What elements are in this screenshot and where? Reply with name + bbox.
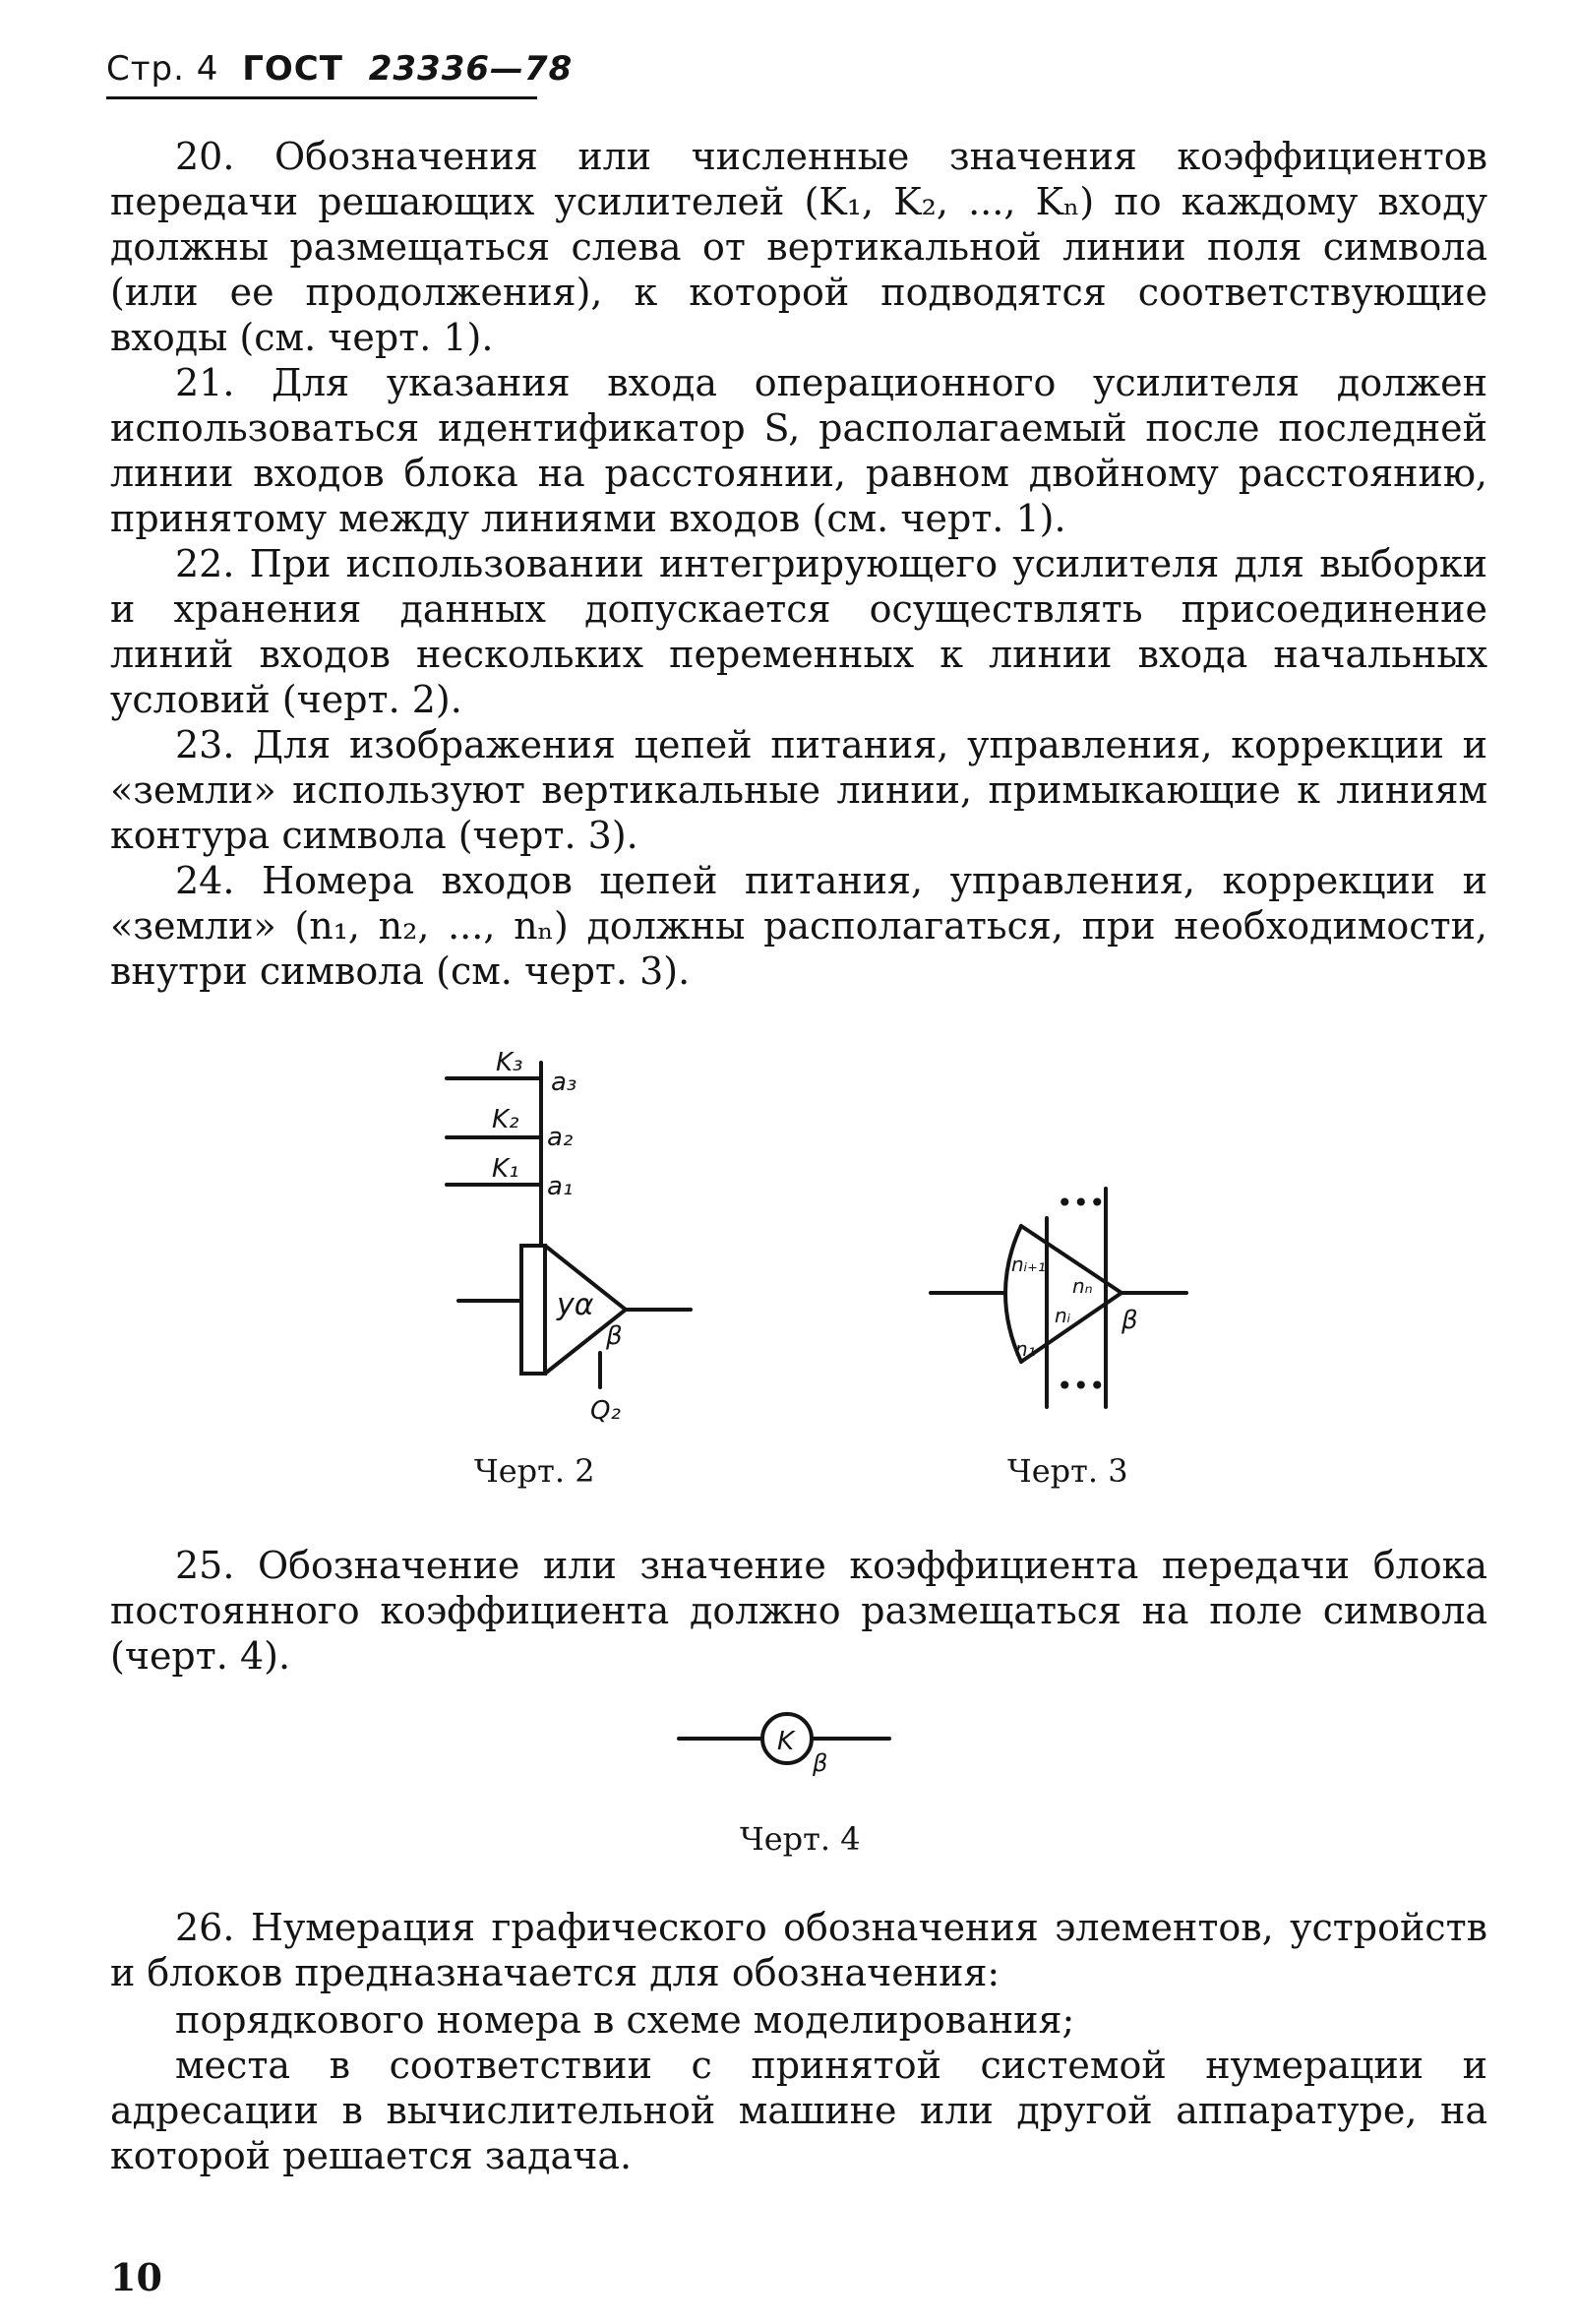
paragraph-20: 20. Обозначения или численные значения коэффициентов передачи решающих усилителей (K₁, K₂, ..., Kₙ) по каждому входу должны размещаться слева от вертикальной линии поля символа (или ее продолжения), к которой подводятся соответствующие входы (см. черт. 1). — [110, 135, 1487, 359]
fig3-label-ni: nᵢ — [1055, 1304, 1071, 1327]
caption-fig4: Черт. 4 — [740, 1820, 861, 1858]
standard-name: ГОСТ — [242, 49, 343, 89]
paragraph-23: 23. Для изображения цепей питания, управления, коррекции и «земли» используют вертикальные линии, примыкающие к линиям контура символа (черт. 3). — [110, 723, 1487, 857]
paragraph-25: 25. Обозначение или значение коэффициента передачи блока постоянного коэффициента должно размещаться на поле символа (черт. 4). — [110, 1544, 1487, 1678]
fig2-label-k3: K₃ — [496, 1048, 523, 1077]
fig2-label-ya: yα — [557, 1288, 594, 1322]
fig3-label-ni1: nᵢ₊₁ — [1011, 1253, 1046, 1276]
fig3-dots-bottom: ••• — [1057, 1370, 1106, 1402]
fig2-label-k2: K₂ — [492, 1105, 519, 1134]
standard-number: 23336—78 — [368, 49, 574, 89]
fig2-label-q2: Q₂ — [590, 1396, 621, 1426]
page-label: Стр. 4 — [106, 49, 219, 89]
list-item-1: порядкового номера в схеме моделирования; — [175, 1998, 1075, 2042]
caption-fig2: Черт. 2 — [474, 1452, 595, 1490]
paragraph-22: 22. При использовании интегрирующего усилителя для выборки и хранения данных допускается осуществлять присоединение линий входов нескольких переменных к линии входа начальных условий (черт. 2). — [110, 542, 1487, 721]
fig3-label-n1: n₁ — [1015, 1337, 1036, 1361]
paragraph-24: 24. Номера входов цепей питания, управления, коррекции и «земли» (n₁, n₂, ..., nₙ) должны располагаться, при необходимости, внутри символа (см. черт. 3). — [110, 859, 1487, 993]
fig2-label-a3: a₃ — [551, 1068, 577, 1097]
page-number: 10 — [110, 2255, 162, 2299]
fig2-label-beta: β — [606, 1321, 623, 1351]
caption-fig3: Черт. 3 — [1007, 1452, 1128, 1490]
fig2-schematic — [447, 1063, 691, 1387]
fig3-label-nn: nₙ — [1072, 1274, 1093, 1298]
fig4-label-k: K — [777, 1727, 795, 1756]
fig2-label-a1: a₁ — [547, 1172, 574, 1201]
fig2-label-a2: a₂ — [547, 1123, 574, 1152]
paragraph-26: 26. Нумерация графического обозначения элементов, устройств и блоков предназначается для обозначения: — [110, 1906, 1487, 1994]
fig4-label-beta: β — [813, 1749, 828, 1777]
paragraph-21: 21. Для указания входа операционного усилителя должен использоваться идентификатор S, располагаемый после последней линии входов блока на расстоянии, равном двойному расстоянию, принятому между линиями входов (см. черт. 1). — [110, 361, 1487, 540]
list-item-2: места в соответствии с принятой системой нумерации и адресации в вычислительной машине или другой аппаратуре, на которой решается задача. — [110, 2044, 1487, 2177]
fig3-dots-top: ••• — [1057, 1187, 1106, 1219]
fig3-label-beta: β — [1121, 1306, 1138, 1335]
fig2-label-k1: K₁ — [492, 1154, 519, 1184]
